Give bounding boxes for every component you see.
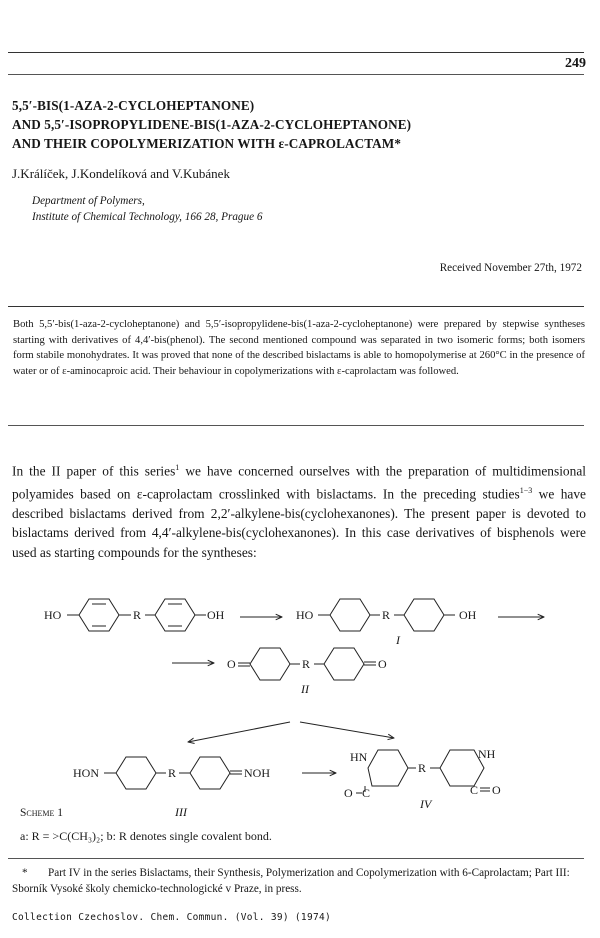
abstract: Both 5,5′-bis(1-aza-2-cycloheptanone) and 5,5′-isopropylidene-bis(1-aza-2-cycloheptanone) were prepared by stepwise syntheses starting with derivatives of 4,4′-bis(phenol). The second mentioned compound was separated in two isomeric forms; both isomers form stabile monohydrates. It was proved that none of the described bislactams is able to homopolymerise at 260°C in the presence of water or of ε-aminocaproic acid. Their behaviour in copolymerizations with ε-caprolactam was followed. — [13, 319, 585, 377]
label-O-3: O — [344, 786, 353, 800]
title-line-1: 5,5′-BIS(1-AZA-2-CYCLOHEPTANONE) — [12, 98, 255, 113]
received-date: Received November 27th, 1972 — [439, 262, 582, 274]
label-R-2: R — [382, 608, 391, 622]
scheme-legend: a: R = >C(CH₃)₂; b: R denotes single covalent bond. — [20, 829, 272, 843]
authors: J.Králíček, J.Kondelíková and V.Kubánek — [12, 166, 230, 181]
page-number: 249 — [565, 56, 586, 71]
header-rule — [8, 74, 584, 75]
label-HN: HN — [350, 750, 368, 764]
label-HON: HON — [73, 766, 99, 780]
label-OH-2: OH — [459, 608, 477, 622]
label-OH-1: OH — [207, 608, 225, 622]
arrow-5 — [300, 722, 394, 738]
footnote-rule — [8, 858, 584, 859]
label-O-2: O — [378, 657, 387, 671]
label-C-1: C — [362, 786, 371, 800]
label-compound-II: II — [301, 682, 309, 696]
label-compound-I: I — [396, 633, 400, 647]
arrow-4 — [188, 722, 290, 742]
footnote-star: * — [22, 867, 28, 879]
citation-ref-1: 1 — [175, 463, 180, 472]
title-line-2: AND 5,5′-ISOPROPYLIDENE-BIS(1-AZA-2-CYCLOHEPTANONE) — [12, 117, 412, 132]
citation-ref-2: 1−3 — [519, 485, 533, 495]
label-HO-2: HO — [296, 608, 314, 622]
journal-citation: Collection Czechoslov. Chem. Commun. (Vol. 39) (1974) — [12, 912, 332, 923]
label-HO-1: HO — [44, 608, 62, 622]
body-text-2: we have concerned ourselves with the preparation of multidimensional polyamides based on ε-caprolactam crosslinked with bislactams. In the preceding studies — [12, 463, 586, 502]
title-line-3: AND THEIR COPOLYMERIZATION WITH ε-CAPROLACTAM* — [12, 136, 402, 151]
label-R-5: R — [418, 761, 427, 775]
affiliation-line-2: Institute of Chemical Technology, 166 28, Prague 6 — [32, 211, 263, 223]
body-paragraph — [12, 458, 586, 562]
label-C-2: C — [470, 783, 479, 797]
body-text-3: we have described bislactams derived from 2,2′-alkylene-bis(cyclohexanones). The present paper is devoted to bislactams derived from 4,4′-alkylene-bis(cyclohexanones). In this case derivatives of bisphenols were used as starting compounds for the syntheses: — [12, 486, 586, 560]
label-NOH: NOH — [244, 766, 270, 780]
label-O-4: O — [492, 783, 501, 797]
affiliation — [32, 193, 262, 225]
label-NH: NH — [478, 747, 496, 761]
scheme-label: Scheme 1 — [20, 807, 64, 819]
footnote — [12, 865, 586, 897]
label-R-1: R — [133, 608, 142, 622]
label-R-3: R — [302, 657, 311, 671]
affiliation-line-1: Department of Polymers, — [32, 195, 145, 207]
label-compound-III: III — [175, 805, 187, 819]
article-title — [12, 96, 587, 153]
footnote-text: Part IV in the series Bislactams, their Synthesis, Polymerization and Copolymerization with 6-Caprolactam; Part III: Sborník Vysoké školy chemicko-technologické v Praze, in press. — [12, 867, 570, 895]
label-R-4: R — [168, 766, 177, 780]
reaction-scheme — [0, 590, 600, 850]
abstract-bottom-rule — [8, 425, 584, 426]
abstract-top-rule — [8, 306, 584, 307]
label-O-1: O — [227, 657, 236, 671]
body-text-1: In the II paper of this series — [12, 463, 176, 479]
top-rule — [8, 52, 584, 53]
label-compound-IV: IV — [420, 797, 432, 811]
